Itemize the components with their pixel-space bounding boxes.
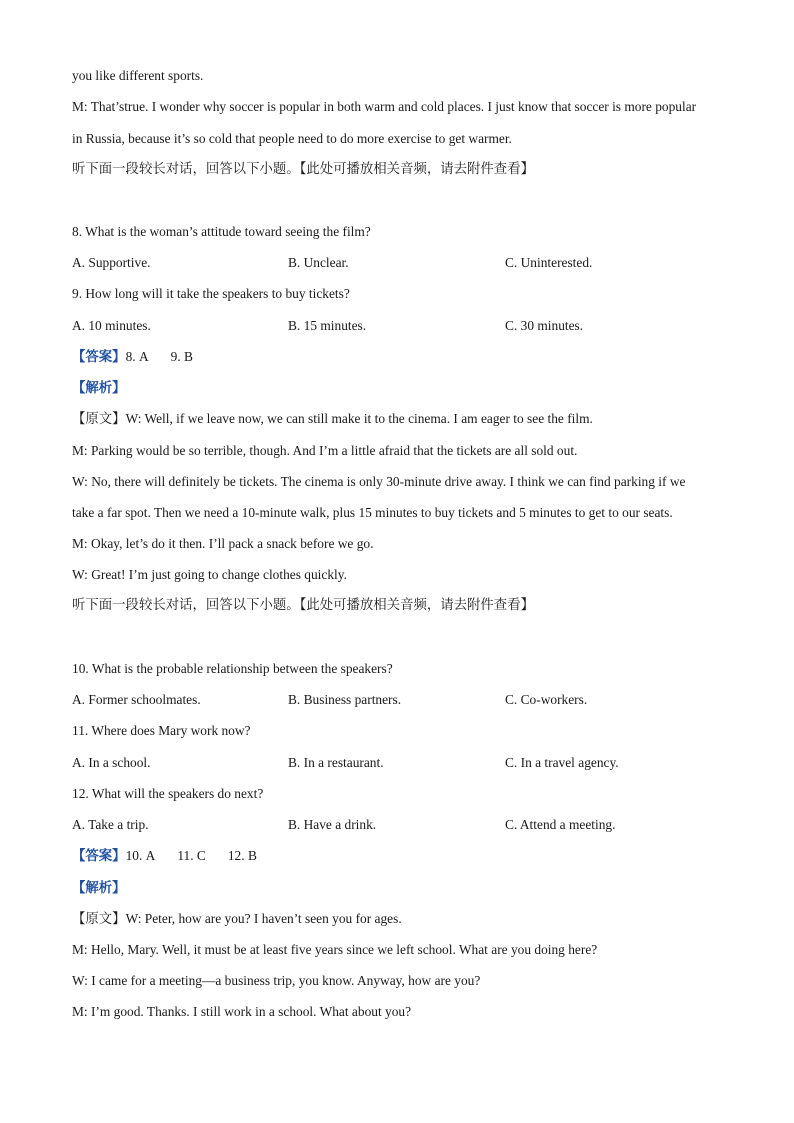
option-c: C. Co-workers.	[505, 692, 588, 707]
transcript-line: M: Hello, Mary. Well, it must be at least five years since we left school. What are you doing here?	[72, 942, 598, 957]
option-c: C. Uninterested.	[505, 255, 593, 270]
option-c: C. 30 minutes.	[505, 318, 584, 333]
option-b: B. Business partners.	[288, 692, 402, 707]
answer-line	[72, 348, 193, 367]
option-b: B. In a restaurant.	[288, 755, 384, 770]
text-line: M: That’strue. I wonder why soccer is popular in both warm and cold places. I just know that soccer is more popular	[72, 99, 697, 114]
option-c: C. Attend a meeting.	[505, 817, 616, 832]
option-a: A. 10 minutes.	[72, 318, 151, 333]
answer-line	[72, 847, 257, 866]
transcript-line: W: I came for a meeting—a business trip, you know. Anyway, how are you?	[72, 973, 481, 988]
analysis-tag: 【解析】	[72, 381, 126, 396]
question-9: 9. How long will it take the speakers to buy tickets?	[72, 286, 350, 301]
transcript-tag: 【原文】	[72, 412, 126, 427]
question-10: 10. What is the probable relationship between the speakers?	[72, 661, 393, 676]
answer-tag: 【答案】	[72, 350, 126, 365]
transcript-tag: 【原文】	[72, 912, 126, 927]
option-b: B. 15 minutes.	[288, 318, 367, 333]
option-a: A. Former schoolmates.	[72, 692, 201, 707]
transcript-line	[72, 410, 593, 429]
transcript-line	[72, 910, 402, 929]
transcript-line: take a far spot. Then we need a 10-minute walk, plus 15 minutes to buy tickets and 5 minutes to get to our seats.	[72, 505, 673, 520]
audio-instruction: 听下面一段较长对话，回答以下小题。【此处可播放相关音频，请去附件查看】	[72, 162, 534, 177]
transcript-line: W: No, there will definitely be tickets. The cinema is only 30-minute drive away. I think we can find parking if we	[72, 474, 686, 489]
answer-value: 9. B	[170, 349, 193, 364]
transcript-line: M: Parking would be so terrible, though. And I’m a little afraid that the tickets are all sold out.	[72, 443, 578, 458]
option-b: B. Unclear.	[288, 255, 349, 270]
option-a: A. Supportive.	[72, 255, 151, 270]
question-8: 8. What is the woman’s attitude toward seeing the film?	[72, 224, 371, 239]
option-a: A. In a school.	[72, 755, 151, 770]
answer-value: 12. B	[227, 848, 257, 863]
transcript-line: M: Okay, let’s do it then. I’ll pack a snack before we go.	[72, 536, 374, 551]
transcript-line: M: I’m good. Thanks. I still work in a school. What about you?	[72, 1004, 412, 1019]
question-11: 11. Where does Mary work now?	[72, 723, 251, 738]
audio-instruction: 听下面一段较长对话，回答以下小题。【此处可播放相关音频，请去附件查看】	[72, 598, 534, 613]
transcript-text: W: Peter, how are you? I haven’t seen you for ages.	[125, 911, 402, 926]
transcript-text: W: Well, if we leave now, we can still make it to the cinema. I am eager to see the film.	[125, 411, 593, 426]
answer-value: 10. A	[125, 848, 156, 863]
answer-value: 11. C	[177, 848, 206, 863]
answer-tag: 【答案】	[72, 849, 126, 864]
option-c: C. In a travel agency.	[505, 755, 619, 770]
option-a: A. Take a trip.	[72, 817, 149, 832]
text-line: you like different sports.	[72, 68, 204, 83]
option-b: B. Have a drink.	[288, 817, 377, 832]
transcript-line: W: Great! I’m just going to change clothes quickly.	[72, 567, 347, 582]
analysis-heading	[72, 379, 126, 398]
analysis-tag: 【解析】	[72, 881, 126, 896]
text-line: in Russia, because it’s so cold that people need to do more exercise to get warmer.	[72, 131, 512, 146]
question-12: 12. What will the speakers do next?	[72, 786, 264, 801]
answer-value: 8. A	[125, 349, 149, 364]
analysis-heading	[72, 879, 126, 898]
